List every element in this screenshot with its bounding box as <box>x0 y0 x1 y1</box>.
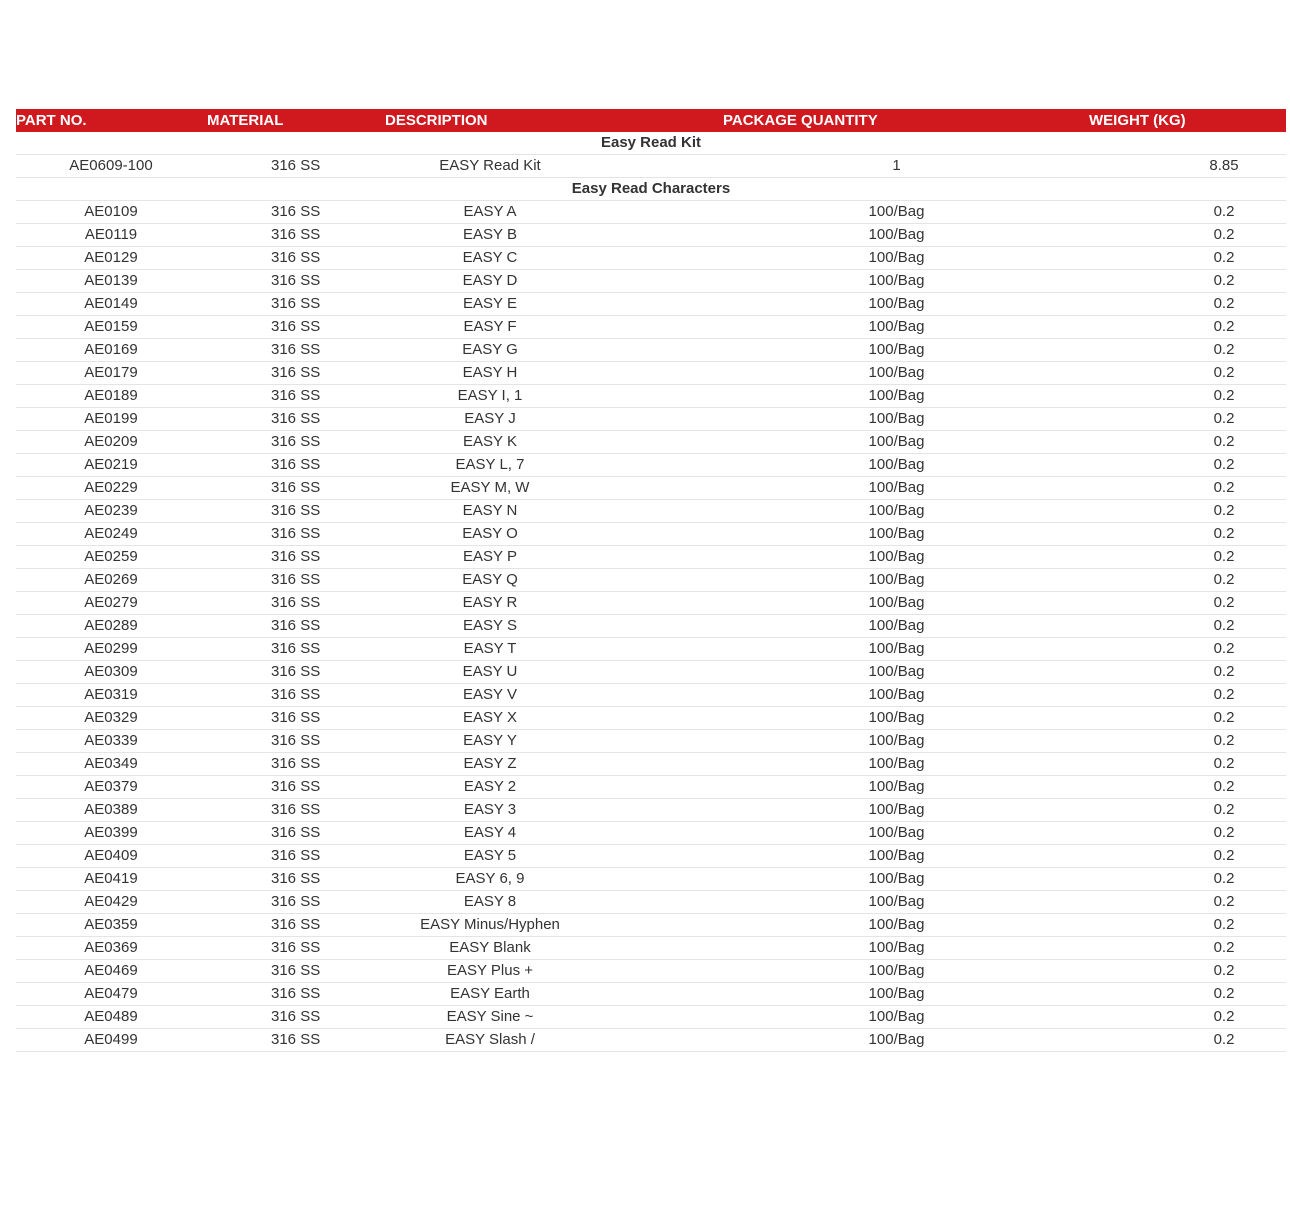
package-quantity-cell: 100/Bag <box>706 937 1062 960</box>
weight-cell: 0.2 <box>1062 500 1286 523</box>
part-number-cell: AE0139 <box>16 270 206 293</box>
material-cell: 316 SS <box>206 569 384 592</box>
parts-table <box>16 109 1286 1052</box>
part-number-cell: AE0399 <box>16 822 206 845</box>
package-quantity-cell: 100/Bag <box>706 707 1062 730</box>
weight-cell: 0.2 <box>1062 385 1286 408</box>
weight-cell: 0.2 <box>1062 845 1286 868</box>
description-cell: EASY Plus + <box>384 960 706 983</box>
package-quantity-cell: 100/Bag <box>706 293 1062 316</box>
material-cell: 316 SS <box>206 891 384 914</box>
description-cell: EASY Z <box>384 753 706 776</box>
material-cell: 316 SS <box>206 339 384 362</box>
table-row <box>16 408 1286 431</box>
table-row <box>16 339 1286 362</box>
weight-cell: 0.2 <box>1062 569 1286 592</box>
weight-cell: 0.2 <box>1062 224 1286 247</box>
part-number-cell: AE0209 <box>16 431 206 454</box>
description-cell: EASY C <box>384 247 706 270</box>
material-cell: 316 SS <box>206 362 384 385</box>
weight-cell: 0.2 <box>1062 730 1286 753</box>
material-cell: 316 SS <box>206 224 384 247</box>
package-quantity-cell: 100/Bag <box>706 845 1062 868</box>
weight-cell: 0.2 <box>1062 293 1286 316</box>
package-quantity-cell: 100/Bag <box>706 776 1062 799</box>
material-cell: 316 SS <box>206 546 384 569</box>
table-row <box>16 454 1286 477</box>
table-row <box>16 500 1286 523</box>
material-cell: 316 SS <box>206 408 384 431</box>
part-number-cell: AE0369 <box>16 937 206 960</box>
table-row <box>16 523 1286 546</box>
package-quantity-cell: 100/Bag <box>706 638 1062 661</box>
part-number-cell: AE0119 <box>16 224 206 247</box>
table-row <box>16 684 1286 707</box>
weight-cell: 0.2 <box>1062 546 1286 569</box>
description-cell: EASY B <box>384 224 706 247</box>
package-quantity-cell: 100/Bag <box>706 730 1062 753</box>
package-quantity-cell: 100/Bag <box>706 799 1062 822</box>
weight-cell: 0.2 <box>1062 615 1286 638</box>
material-cell: 316 SS <box>206 431 384 454</box>
description-cell: EASY H <box>384 362 706 385</box>
part-number-cell: AE0239 <box>16 500 206 523</box>
section-header-row <box>16 132 1286 155</box>
package-quantity-cell: 100/Bag <box>706 500 1062 523</box>
table-row <box>16 891 1286 914</box>
table-row <box>16 661 1286 684</box>
description-cell: EASY A <box>384 201 706 224</box>
header-package-quantity: PACKAGE QUANTITY <box>706 109 1062 132</box>
package-quantity-cell: 1 <box>706 155 1062 178</box>
material-cell: 316 SS <box>206 684 384 707</box>
table-row <box>16 753 1286 776</box>
table-row <box>16 776 1286 799</box>
part-number-cell: AE0419 <box>16 868 206 891</box>
package-quantity-cell: 100/Bag <box>706 983 1062 1006</box>
material-cell: 316 SS <box>206 270 384 293</box>
description-cell: EASY S <box>384 615 706 638</box>
weight-cell: 0.2 <box>1062 523 1286 546</box>
part-number-cell: AE0609-100 <box>16 155 206 178</box>
package-quantity-cell: 100/Bag <box>706 1006 1062 1029</box>
description-cell: EASY Q <box>384 569 706 592</box>
part-number-cell: AE0359 <box>16 914 206 937</box>
weight-cell: 0.2 <box>1062 339 1286 362</box>
description-cell: EASY 5 <box>384 845 706 868</box>
part-number-cell: AE0319 <box>16 684 206 707</box>
table-row <box>16 615 1286 638</box>
weight-cell: 0.2 <box>1062 891 1286 914</box>
material-cell: 316 SS <box>206 960 384 983</box>
part-number-cell: AE0259 <box>16 546 206 569</box>
part-number-cell: AE0199 <box>16 408 206 431</box>
table-row <box>16 868 1286 891</box>
material-cell: 316 SS <box>206 661 384 684</box>
description-cell: EASY X <box>384 707 706 730</box>
description-cell: EASY Minus/Hyphen <box>384 914 706 937</box>
material-cell: 316 SS <box>206 822 384 845</box>
description-cell: EASY 4 <box>384 822 706 845</box>
weight-cell: 0.2 <box>1062 868 1286 891</box>
table-row <box>16 730 1286 753</box>
material-cell: 316 SS <box>206 845 384 868</box>
description-cell: EASY L, 7 <box>384 454 706 477</box>
material-cell: 316 SS <box>206 523 384 546</box>
header-material: MATERIAL <box>206 109 384 132</box>
weight-cell: 0.2 <box>1062 592 1286 615</box>
table-row <box>16 293 1286 316</box>
part-number-cell: AE0269 <box>16 569 206 592</box>
package-quantity-cell: 100/Bag <box>706 454 1062 477</box>
material-cell: 316 SS <box>206 638 384 661</box>
weight-cell: 0.2 <box>1062 270 1286 293</box>
weight-cell: 0.2 <box>1062 776 1286 799</box>
part-number-cell: AE0129 <box>16 247 206 270</box>
description-cell: EASY V <box>384 684 706 707</box>
description-cell: EASY F <box>384 316 706 339</box>
description-cell: EASY I, 1 <box>384 385 706 408</box>
description-cell: EASY G <box>384 339 706 362</box>
weight-cell: 0.2 <box>1062 937 1286 960</box>
package-quantity-cell: 100/Bag <box>706 868 1062 891</box>
package-quantity-cell: 100/Bag <box>706 960 1062 983</box>
part-number-cell: AE0349 <box>16 753 206 776</box>
part-number-cell: AE0389 <box>16 799 206 822</box>
material-cell: 316 SS <box>206 937 384 960</box>
part-number-cell: AE0379 <box>16 776 206 799</box>
part-number-cell: AE0189 <box>16 385 206 408</box>
weight-cell: 0.2 <box>1062 201 1286 224</box>
material-cell: 316 SS <box>206 753 384 776</box>
material-cell: 316 SS <box>206 477 384 500</box>
material-cell: 316 SS <box>206 592 384 615</box>
description-cell: EASY E <box>384 293 706 316</box>
description-cell: EASY D <box>384 270 706 293</box>
material-cell: 316 SS <box>206 247 384 270</box>
weight-cell: 0.2 <box>1062 914 1286 937</box>
package-quantity-cell: 100/Bag <box>706 1029 1062 1052</box>
part-number-cell: AE0429 <box>16 891 206 914</box>
part-number-cell: AE0109 <box>16 201 206 224</box>
section-title: Easy Read Kit <box>16 132 1286 155</box>
weight-cell: 0.2 <box>1062 684 1286 707</box>
table-row <box>16 316 1286 339</box>
parts-table-container <box>16 109 1286 1052</box>
section-header-row <box>16 178 1286 201</box>
package-quantity-cell: 100/Bag <box>706 431 1062 454</box>
material-cell: 316 SS <box>206 615 384 638</box>
description-cell: EASY 2 <box>384 776 706 799</box>
part-number-cell: AE0159 <box>16 316 206 339</box>
part-number-cell: AE0229 <box>16 477 206 500</box>
material-cell: 316 SS <box>206 799 384 822</box>
table-row <box>16 983 1286 1006</box>
package-quantity-cell: 100/Bag <box>706 477 1062 500</box>
part-number-cell: AE0479 <box>16 983 206 1006</box>
description-cell: EASY 6, 9 <box>384 868 706 891</box>
table-row <box>16 431 1286 454</box>
table-row <box>16 155 1286 178</box>
table-row <box>16 592 1286 615</box>
part-number-cell: AE0149 <box>16 293 206 316</box>
material-cell: 316 SS <box>206 500 384 523</box>
package-quantity-cell: 100/Bag <box>706 201 1062 224</box>
table-row <box>16 385 1286 408</box>
table-row <box>16 1029 1286 1052</box>
weight-cell: 0.2 <box>1062 661 1286 684</box>
part-number-cell: AE0279 <box>16 592 206 615</box>
part-number-cell: AE0249 <box>16 523 206 546</box>
table-row <box>16 1006 1286 1029</box>
table-row <box>16 270 1286 293</box>
weight-cell: 0.2 <box>1062 822 1286 845</box>
part-number-cell: AE0499 <box>16 1029 206 1052</box>
material-cell: 316 SS <box>206 454 384 477</box>
weight-cell: 0.2 <box>1062 960 1286 983</box>
material-cell: 316 SS <box>206 776 384 799</box>
table-row <box>16 822 1286 845</box>
material-cell: 316 SS <box>206 707 384 730</box>
description-cell: EASY Slash / <box>384 1029 706 1052</box>
description-cell: EASY Blank <box>384 937 706 960</box>
table-body <box>16 132 1286 1052</box>
weight-cell: 0.2 <box>1062 753 1286 776</box>
weight-cell: 0.2 <box>1062 362 1286 385</box>
part-number-cell: AE0289 <box>16 615 206 638</box>
table-row <box>16 799 1286 822</box>
table-row <box>16 960 1286 983</box>
header-description: DESCRIPTION <box>384 109 706 132</box>
material-cell: 316 SS <box>206 868 384 891</box>
table-row <box>16 845 1286 868</box>
table-row <box>16 707 1286 730</box>
description-cell: EASY Y <box>384 730 706 753</box>
package-quantity-cell: 100/Bag <box>706 569 1062 592</box>
table-row <box>16 914 1286 937</box>
table-row <box>16 546 1286 569</box>
material-cell: 316 SS <box>206 730 384 753</box>
description-cell: EASY 3 <box>384 799 706 822</box>
material-cell: 316 SS <box>206 983 384 1006</box>
material-cell: 316 SS <box>206 1006 384 1029</box>
weight-cell: 0.2 <box>1062 477 1286 500</box>
material-cell: 316 SS <box>206 914 384 937</box>
part-number-cell: AE0489 <box>16 1006 206 1029</box>
table-row <box>16 224 1286 247</box>
package-quantity-cell: 100/Bag <box>706 408 1062 431</box>
description-cell: EASY Sine ~ <box>384 1006 706 1029</box>
package-quantity-cell: 100/Bag <box>706 339 1062 362</box>
weight-cell: 0.2 <box>1062 247 1286 270</box>
part-number-cell: AE0179 <box>16 362 206 385</box>
header-row <box>16 109 1286 132</box>
weight-cell: 0.2 <box>1062 638 1286 661</box>
material-cell: 316 SS <box>206 316 384 339</box>
package-quantity-cell: 100/Bag <box>706 316 1062 339</box>
description-cell: EASY O <box>384 523 706 546</box>
description-cell: EASY M, W <box>384 477 706 500</box>
package-quantity-cell: 100/Bag <box>706 615 1062 638</box>
header-part-no: PART NO. <box>16 109 206 132</box>
table-row <box>16 247 1286 270</box>
part-number-cell: AE0169 <box>16 339 206 362</box>
weight-cell: 0.2 <box>1062 316 1286 339</box>
weight-cell: 0.2 <box>1062 454 1286 477</box>
package-quantity-cell: 100/Bag <box>706 891 1062 914</box>
package-quantity-cell: 100/Bag <box>706 592 1062 615</box>
part-number-cell: AE0309 <box>16 661 206 684</box>
table-row <box>16 937 1286 960</box>
material-cell: 316 SS <box>206 385 384 408</box>
description-cell: EASY Read Kit <box>384 155 706 178</box>
table-row <box>16 201 1286 224</box>
package-quantity-cell: 100/Bag <box>706 546 1062 569</box>
table-row <box>16 477 1286 500</box>
part-number-cell: AE0299 <box>16 638 206 661</box>
weight-cell: 0.2 <box>1062 408 1286 431</box>
part-number-cell: AE0329 <box>16 707 206 730</box>
description-cell: EASY 8 <box>384 891 706 914</box>
package-quantity-cell: 100/Bag <box>706 753 1062 776</box>
package-quantity-cell: 100/Bag <box>706 523 1062 546</box>
description-cell: EASY U <box>384 661 706 684</box>
description-cell: EASY J <box>384 408 706 431</box>
material-cell: 316 SS <box>206 293 384 316</box>
table-row <box>16 638 1286 661</box>
package-quantity-cell: 100/Bag <box>706 822 1062 845</box>
weight-cell: 0.2 <box>1062 707 1286 730</box>
part-number-cell: AE0409 <box>16 845 206 868</box>
material-cell: 316 SS <box>206 1029 384 1052</box>
part-number-cell: AE0469 <box>16 960 206 983</box>
package-quantity-cell: 100/Bag <box>706 914 1062 937</box>
package-quantity-cell: 100/Bag <box>706 385 1062 408</box>
description-cell: EASY P <box>384 546 706 569</box>
package-quantity-cell: 100/Bag <box>706 684 1062 707</box>
weight-cell: 8.85 <box>1062 155 1286 178</box>
package-quantity-cell: 100/Bag <box>706 224 1062 247</box>
weight-cell: 0.2 <box>1062 799 1286 822</box>
material-cell: 316 SS <box>206 155 384 178</box>
description-cell: EASY Earth <box>384 983 706 1006</box>
description-cell: EASY N <box>384 500 706 523</box>
description-cell: EASY T <box>384 638 706 661</box>
part-number-cell: AE0339 <box>16 730 206 753</box>
part-number-cell: AE0219 <box>16 454 206 477</box>
package-quantity-cell: 100/Bag <box>706 270 1062 293</box>
header-weight: WEIGHT (KG) <box>1062 109 1286 132</box>
material-cell: 316 SS <box>206 201 384 224</box>
table-row <box>16 362 1286 385</box>
section-title: Easy Read Characters <box>16 178 1286 201</box>
weight-cell: 0.2 <box>1062 431 1286 454</box>
weight-cell: 0.2 <box>1062 1029 1286 1052</box>
package-quantity-cell: 100/Bag <box>706 661 1062 684</box>
description-cell: EASY R <box>384 592 706 615</box>
table-header <box>16 109 1286 132</box>
weight-cell: 0.2 <box>1062 983 1286 1006</box>
table-row <box>16 569 1286 592</box>
package-quantity-cell: 100/Bag <box>706 362 1062 385</box>
package-quantity-cell: 100/Bag <box>706 247 1062 270</box>
description-cell: EASY K <box>384 431 706 454</box>
weight-cell: 0.2 <box>1062 1006 1286 1029</box>
